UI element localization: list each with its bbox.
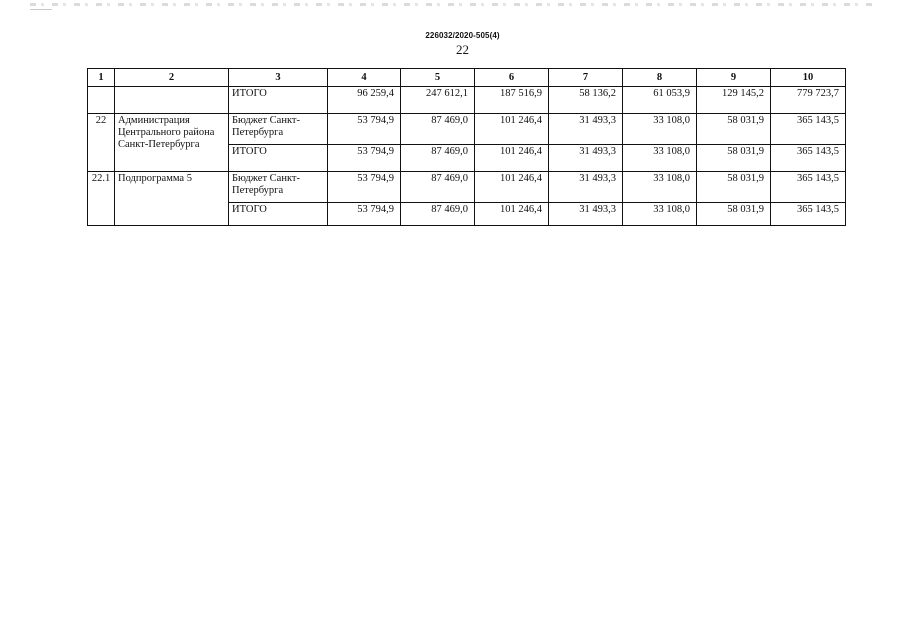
- document-id: 226032/2020-505(4): [425, 31, 500, 40]
- value-cell: 365 143,5: [771, 172, 846, 203]
- value-cell: 187 516,9: [475, 87, 549, 114]
- value-cell: 53 794,9: [328, 203, 401, 226]
- value-cell: 31 493,3: [549, 145, 623, 172]
- value-cell: 101 246,4: [475, 203, 549, 226]
- row-name: [115, 87, 229, 114]
- row-number: 22.1: [88, 172, 115, 226]
- value-cell: 33 108,0: [623, 203, 697, 226]
- value-cell: 58 031,9: [697, 114, 771, 145]
- value-cell: 87 469,0: [401, 114, 475, 145]
- value-cell: 53 794,9: [328, 172, 401, 203]
- value-cell: 58 136,2: [549, 87, 623, 114]
- value-cell: 247 612,1: [401, 87, 475, 114]
- value-cell: 101 246,4: [475, 114, 549, 145]
- table-row: [88, 114, 846, 145]
- table-header-row: [88, 69, 846, 87]
- row-source: Бюджет Санкт-Петербурга: [229, 172, 328, 203]
- scan-artifact: [30, 9, 52, 10]
- column-header: 9: [697, 69, 771, 87]
- row-name: Подпрограмма 5: [115, 172, 229, 226]
- value-cell: 33 108,0: [623, 145, 697, 172]
- value-cell: 101 246,4: [475, 172, 549, 203]
- value-cell: 365 143,5: [771, 145, 846, 172]
- value-cell: 33 108,0: [623, 114, 697, 145]
- value-cell: 31 493,3: [549, 114, 623, 145]
- scan-artifact: [30, 3, 875, 6]
- column-header: 10: [771, 69, 846, 87]
- value-cell: 58 031,9: [697, 145, 771, 172]
- row-number: 22: [88, 114, 115, 172]
- row-name: Администрация Центрального района Санкт-Петербурга: [115, 114, 229, 172]
- value-cell: 31 493,3: [549, 172, 623, 203]
- value-cell: 53 794,9: [328, 114, 401, 145]
- column-header: 8: [623, 69, 697, 87]
- table-row: [88, 87, 846, 114]
- column-header: 7: [549, 69, 623, 87]
- value-cell: 87 469,0: [401, 145, 475, 172]
- row-source: ИТОГО: [229, 87, 328, 114]
- column-header: 3: [229, 69, 328, 87]
- column-header: 6: [475, 69, 549, 87]
- value-cell: 58 031,9: [697, 203, 771, 226]
- value-cell: 87 469,0: [401, 203, 475, 226]
- value-cell: 129 145,2: [697, 87, 771, 114]
- value-cell: 33 108,0: [623, 172, 697, 203]
- column-header: 5: [401, 69, 475, 87]
- row-source: ИТОГО: [229, 145, 328, 172]
- row-source: Бюджет Санкт-Петербурга: [229, 114, 328, 145]
- column-header: 2: [115, 69, 229, 87]
- row-source: ИТОГО: [229, 203, 328, 226]
- budget-table: [87, 68, 846, 226]
- value-cell: 61 053,9: [623, 87, 697, 114]
- value-cell: 365 143,5: [771, 114, 846, 145]
- value-cell: 53 794,9: [328, 145, 401, 172]
- column-header: 4: [328, 69, 401, 87]
- value-cell: 31 493,3: [549, 203, 623, 226]
- column-header: 1: [88, 69, 115, 87]
- table-row: [88, 172, 846, 203]
- value-cell: 58 031,9: [697, 172, 771, 203]
- value-cell: 101 246,4: [475, 145, 549, 172]
- row-number: [88, 87, 115, 114]
- value-cell: 87 469,0: [401, 172, 475, 203]
- value-cell: 779 723,7: [771, 87, 846, 114]
- value-cell: 365 143,5: [771, 203, 846, 226]
- page-number: 22: [456, 42, 469, 57]
- value-cell: 96 259,4: [328, 87, 401, 114]
